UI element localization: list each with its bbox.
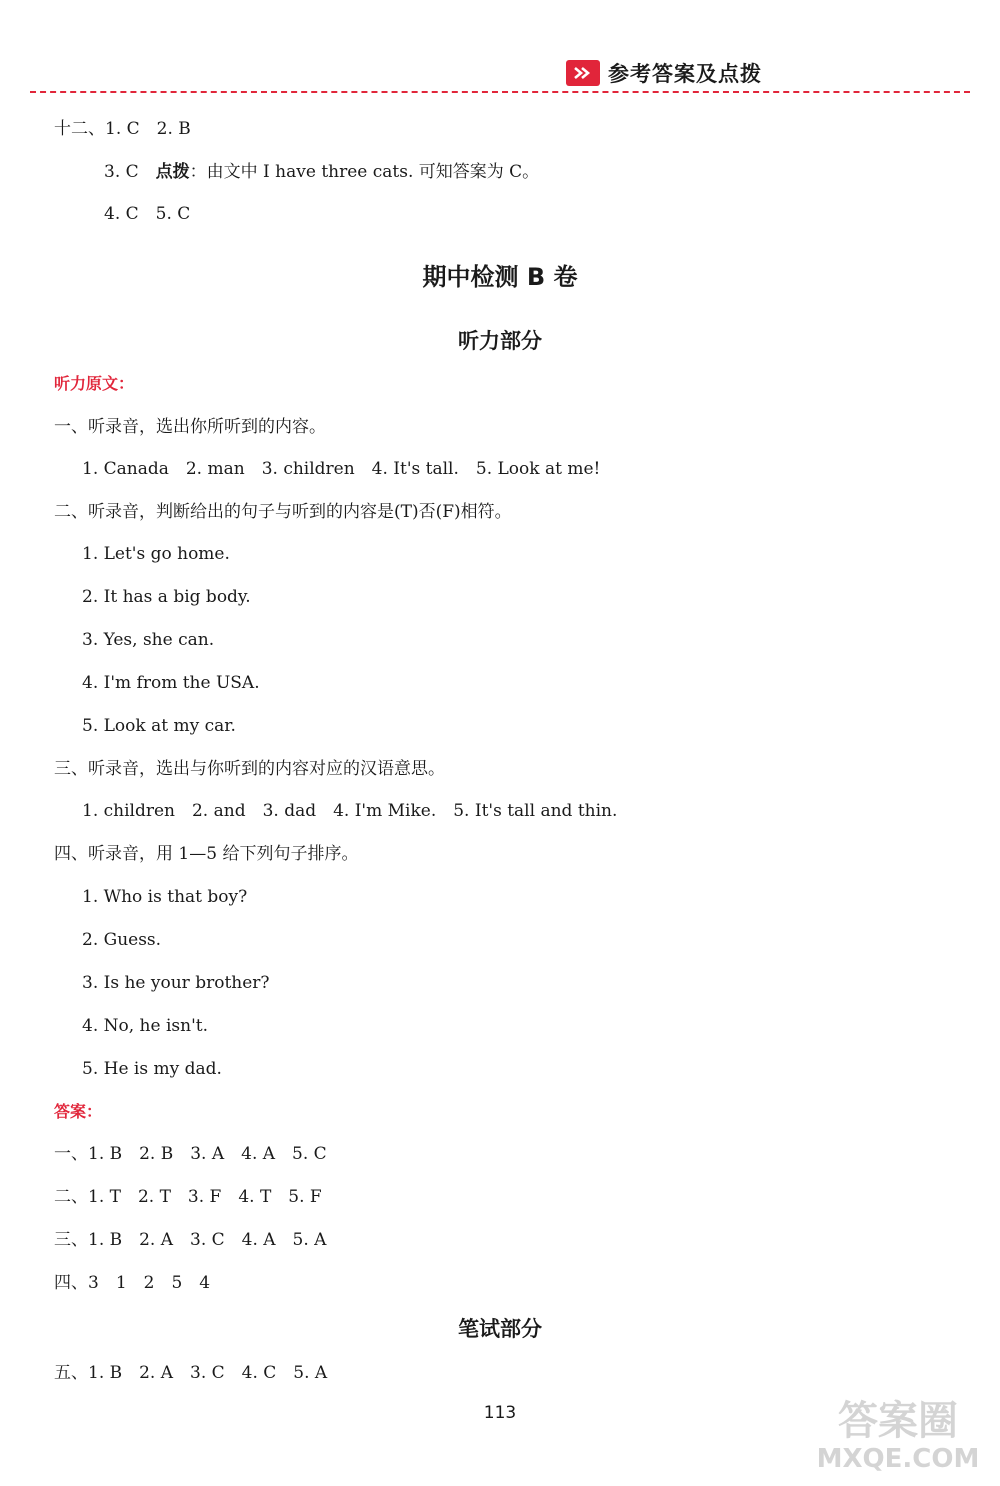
- question-items: 1. children 2. and 3. dad 4. I'm Mike. 5. It's tall and thin.: [82, 801, 618, 821]
- answer-line: 三、1. B 2. A 3. C 4. A 5. A: [54, 1230, 327, 1250]
- list-item: 2. It has a big body.: [82, 587, 251, 607]
- answer-line: 4. C 5. C: [104, 204, 191, 224]
- list-item: 2. Guess.: [82, 930, 162, 950]
- answer-line: 十二、1. C 2. B: [54, 119, 191, 139]
- list-item: 4. I'm from the USA.: [82, 673, 260, 693]
- question-heading: 一、听录音，选出你所听到的内容。: [54, 417, 326, 437]
- watermark-top: 答案圈: [838, 1398, 958, 1444]
- list-item: 3. Is he your brother?: [82, 973, 270, 993]
- question-heading: 二、听录音，判断给出的句子与听到的内容是(T)否(F)相符。: [54, 502, 512, 522]
- arrow-right-icon: [566, 60, 600, 86]
- answer-line: 四、3 1 2 5 4: [54, 1273, 211, 1293]
- tip-text: ：由文中 I have three cats. 可知答案为 C。: [189, 162, 540, 182]
- list-item: 1. Who is that boy?: [82, 887, 248, 907]
- question-heading: 四、听录音，用 1—5 给下列句子排序。: [54, 844, 359, 864]
- tip-label: 点拨: [155, 162, 190, 182]
- list-item: 5. Look at my car.: [82, 716, 236, 736]
- answer-line: 二、1. T 2. T 3. F 4. T 5. F: [54, 1187, 322, 1207]
- transcript-label: 听力原文：: [54, 374, 135, 393]
- answer-line: 一、1. B 2. B 3. A 4. A 5. C: [54, 1144, 327, 1164]
- answers-label: 答案：: [54, 1102, 103, 1121]
- section-title: 期中检测 B 卷: [422, 263, 578, 291]
- page-header: [566, 58, 762, 88]
- listening-title: 听力部分: [458, 329, 542, 353]
- page-number: 113: [483, 1403, 517, 1423]
- answer-line: 五、1. B 2. A 3. C 4. C 5. A: [54, 1363, 328, 1383]
- list-item: 1. Let's go home.: [82, 544, 230, 564]
- watermark-bottom: MXQE.COM: [816, 1444, 980, 1474]
- list-item: 5. He is my dad.: [82, 1059, 222, 1079]
- list-item: 3. Yes, she can.: [82, 630, 215, 650]
- list-item: 4. No, he isn't.: [82, 1016, 208, 1036]
- header-title: 参考答案及点拨: [608, 62, 762, 86]
- watermark-logo: [808, 1398, 988, 1480]
- answer-number: 3. C: [104, 162, 156, 182]
- answer-line: [104, 162, 539, 182]
- question-items: 1. Canada 2. man 3. children 4. It's tall. 5. Look at me!: [82, 459, 601, 479]
- header-divider: [30, 91, 970, 93]
- written-title: 笔试部分: [458, 1317, 542, 1341]
- question-heading: 三、听录音，选出与你听到的内容对应的汉语意思。: [54, 759, 445, 779]
